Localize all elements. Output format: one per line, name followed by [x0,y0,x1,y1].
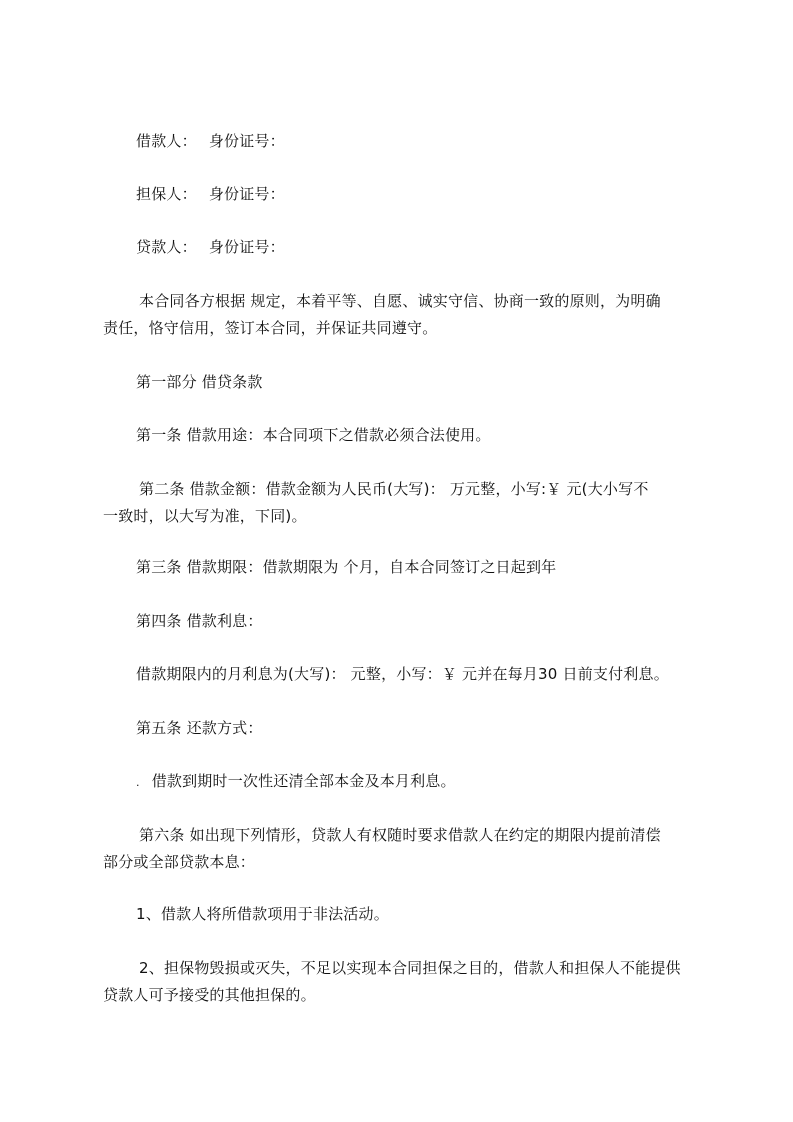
article-6-item-1: 1、借款人将所借款项用于非法活动。 [136,905,389,923]
guarantor-row [136,184,285,204]
article-6-item-2-line-1: 2、担保物毁损或灭失，不足以实现本合同担保之目的，借款人和担保人不能提供 [139,959,681,977]
article-5-body-row [136,771,456,793]
lender-id-label: 身份证号： [208,238,285,256]
article-2-line-1: 第二条 借款金额：借款金额为人民币(大写)： 万元整，小写:￥ 元(大小写不 [139,480,649,498]
part1-title: 第一部分 借贷条款 [136,373,263,391]
preamble-line-2: 责任，恪守信用，签订本合同，并保证共同遵守。 [103,319,438,337]
article-2-line-2: 一致时，以大写为准，下同)。 [103,507,307,525]
lender-label: 贷款人： [136,238,197,256]
guarantor-label: 担保人： [136,185,197,203]
article-3: 第三条 借款期限：借款期限为 个月，自本合同签订之日起到年 [136,558,557,576]
article-6-item-2-line-2: 贷款人可予接受的其他担保的。 [103,986,316,1004]
borrower-id-label: 身份证号： [208,132,285,150]
article-5-body: 借款到期时一次性还清全部本金及本月利息。 [151,772,456,790]
preamble-line-1: 本合同各方根据 规定，本着平等、自愿、诚实守信、协商一致的原则，为明确 [139,292,661,310]
article-5-title: 第五条 还款方式： [136,719,263,737]
lender-row [136,237,285,257]
article-4-title: 第四条 借款利息： [136,612,263,630]
borrower-row [136,131,285,151]
article-4-body: 借款期限内的月利息为(大写)： 元整，小写：￥ 元并在每月30 日前支付利息。 [136,665,669,683]
article-1: 第一条 借款用途：本合同项下之借款必须合法使用。 [136,426,491,444]
article-5-marker: . [136,776,140,789]
article-6-line-2: 部分或全部贷款本息： [103,853,256,871]
article-6-line-1: 第六条 如出现下列情形，贷款人有权随时要求借款人在约定的期限内提前清偿 [139,826,661,844]
borrower-label: 借款人： [136,132,197,150]
guarantor-id-label: 身份证号： [208,185,285,203]
